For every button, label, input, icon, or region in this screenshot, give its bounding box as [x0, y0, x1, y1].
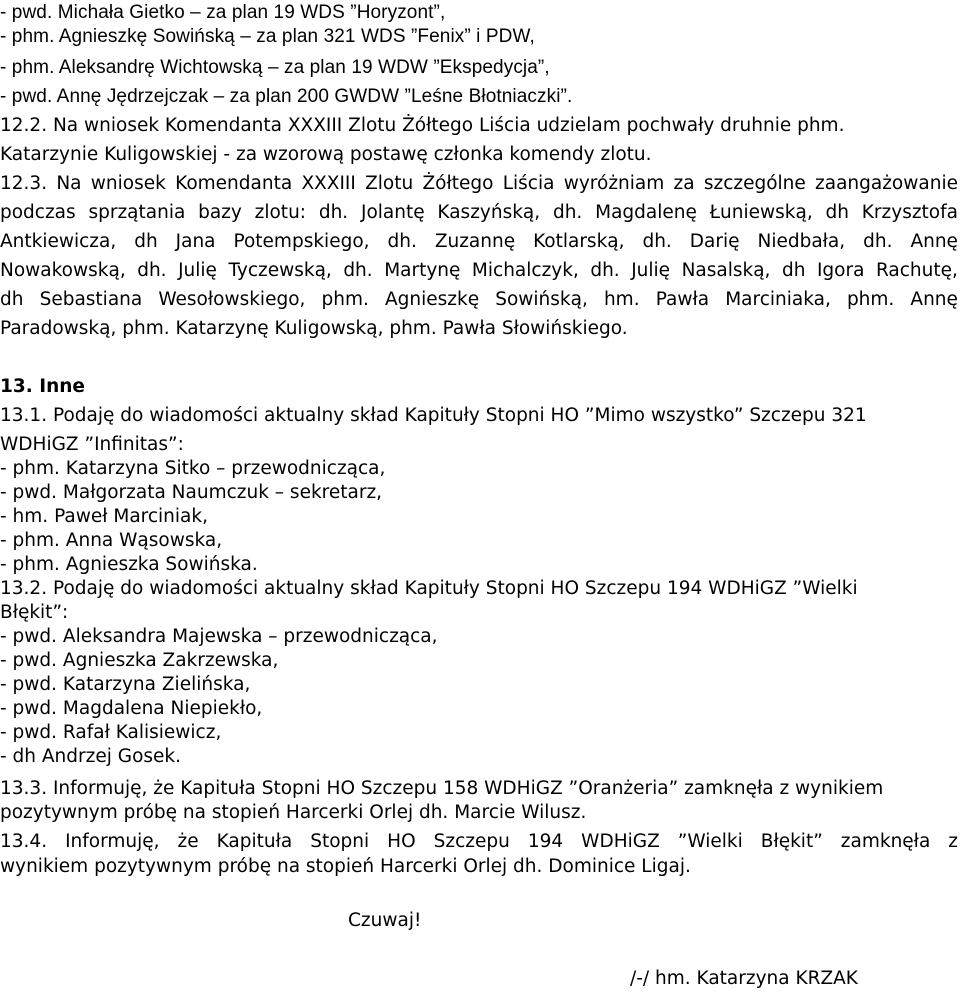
document-line: - pwd. Annę Jędrzejczak – za plan 200 GWDW ”Leśne Błotniaczki”. [0, 86, 573, 107]
document-line: pozytywnym próbę na stopień Harcerki Orlej dh. Marcie Wilusz. [0, 802, 587, 823]
document-line: dh Sebastiana Wesołowskiego, phm. Agnieszkę Sowińską, hm. Pawła Marciniaka, phm. Annę [0, 289, 958, 310]
document-line: - pwd. Małgorzata Naumczuk – sekretarz, [0, 482, 383, 503]
document-line: - pwd. Rafał Kalisiewicz, [0, 722, 222, 743]
document-line: - phm. Agnieszka Sowińska. [0, 554, 258, 575]
document-line: podczas sprzątania bazy zlotu: dh. Jolantę Kaszyńską, dh. Magdalenę Łuniewską, dh Krzysztofa [0, 202, 958, 223]
document-line: - pwd. Magdalena Niepiekło, [0, 698, 263, 719]
document-line: - phm. Katarzyna Sitko – przewodnicząca, [0, 458, 386, 479]
document-line: Paradowską, phm. Katarzynę Kuligowską, phm. Pawła Słowińskiego. [0, 318, 628, 339]
document-line: - pwd. Michała Gietko – za plan 19 WDS ”Horyzont”, [0, 2, 446, 23]
signature: /-/ hm. Katarzyna KRZAK [630, 968, 858, 989]
closing-greeting: Czuwaj! [348, 910, 422, 931]
document-line: 13. Inne [0, 376, 85, 397]
document-line: wynikiem pozytywnym próbę na stopień Harcerki Orlej dh. Dominice Ligaj. [0, 856, 691, 877]
document-line: - phm. Aleksandrę Wichtowską – za plan 19 WDW ”Ekspedycja”, [0, 57, 550, 78]
document-line: Nowakowską, dh. Julię Tyczewską, dh. Martynę Michalczyk, dh. Julię Nasalską, dh Igora Rachutę, [0, 260, 958, 281]
document-line: Błękit”: [0, 602, 69, 623]
document-line: - hm. Paweł Marciniak, [0, 506, 208, 527]
document-line: WDHiGZ ”Infinitas”: [0, 434, 184, 455]
document-line: Katarzynie Kuligowskiej - za wzorową postawę członka komendy zlotu. [0, 144, 652, 165]
document-line: Antkiewicza, dh Jana Potempskiego, dh. Zuzannę Kotlarską, dh. Darię Niedbała, dh. Annę [0, 231, 958, 252]
document-line: 13.1. Podaję do wiadomości aktualny skład Kapituły Stopni HO ”Mimo wszystko” Szczepu 321 [0, 405, 867, 426]
document-line: - pwd. Katarzyna Zielińska, [0, 674, 251, 695]
document-line: - phm. Anna Wąsowska, [0, 530, 223, 551]
document-line: 13.3. Informuję, że Kapituła Stopni HO Szczepu 158 WDHiGZ ”Oranżeria” zamknęła z wynikiem [0, 778, 884, 799]
document-line: - dh Andrzej Gosek. [0, 746, 182, 767]
document-line: 12.2. Na wniosek Komendanta XXXIII Zlotu Żółtego Liścia udzielam pochwały druhnie phm. [0, 115, 845, 136]
document-line: 13.4. Informuję, że Kapituła Stopni HO Szczepu 194 WDHiGZ ”Wielki Błękit” zamknęła z [0, 831, 958, 852]
document-line: 12.3. Na wniosek Komendanta XXXIII Zlotu Żółtego Liścia wyróżniam za szczególne zaangażowanie [0, 173, 958, 194]
document-line: - pwd. Aleksandra Majewska – przewodnicząca, [0, 626, 438, 647]
document-line: - phm. Agnieszkę Sowińską – za plan 321 WDS ”Fenix” i PDW, [0, 26, 535, 47]
document-line: 13.2. Podaję do wiadomości aktualny skład Kapituły Stopni HO Szczepu 194 WDHiGZ ”Wielki [0, 578, 858, 599]
document-line: - pwd. Agnieszka Zakrzewska, [0, 650, 279, 671]
